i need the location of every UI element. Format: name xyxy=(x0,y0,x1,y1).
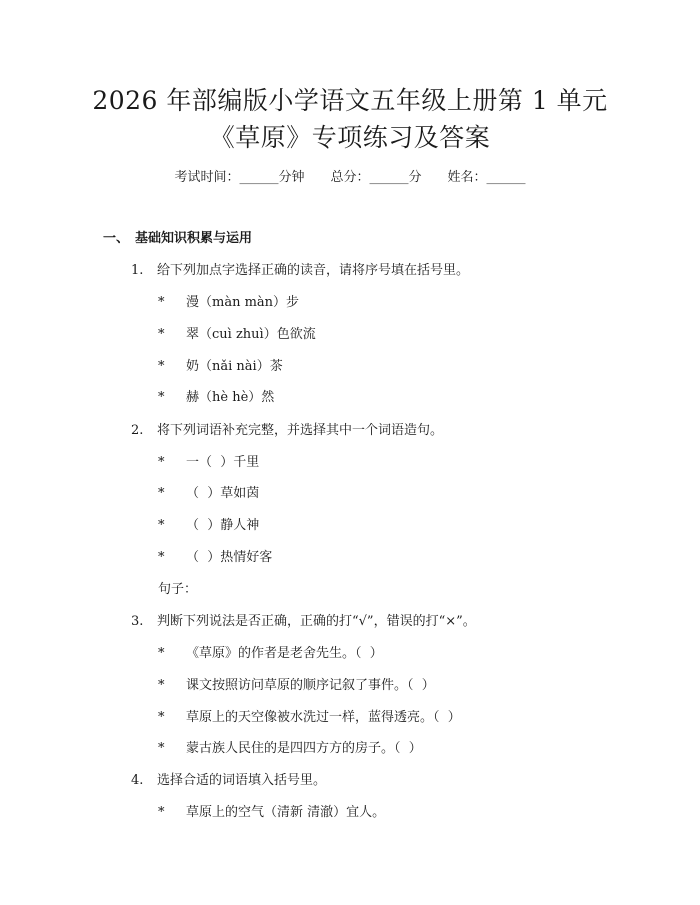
question-3 xyxy=(131,612,476,632)
question-text: 判断下列说法是否正确，正确的打“√”，错误的打“×”。 xyxy=(157,614,476,629)
bullet-marker: * xyxy=(158,518,165,533)
question-number: 1. xyxy=(131,263,144,278)
item-text: 一（ ）千里 xyxy=(186,455,260,470)
item-text: 课文按照访问草原的顺序记叙了事件。（ ） xyxy=(186,678,435,693)
question-1-item-4 xyxy=(158,388,274,408)
sentence-label: 句子： xyxy=(158,582,198,597)
question-4-item-1 xyxy=(158,803,385,823)
item-text: 奶（nǎi nài）茶 xyxy=(186,359,283,374)
question-1-item-3 xyxy=(158,357,283,377)
question-4 xyxy=(131,771,326,791)
question-3-item-2 xyxy=(158,676,435,696)
question-2-item-2 xyxy=(158,484,259,504)
total-score-field: 总分：______分 xyxy=(330,170,422,185)
bullet-marker: * xyxy=(158,486,165,501)
section-number: 一、 xyxy=(103,231,130,246)
bullet-marker: * xyxy=(158,550,165,565)
section-title: 基础知识积累与运用 xyxy=(135,231,253,246)
bullet-marker: * xyxy=(158,710,165,725)
question-1-item-1 xyxy=(158,293,299,313)
question-3-item-4 xyxy=(158,739,422,759)
item-text: （ ）热情好客 xyxy=(186,550,273,565)
question-2-item-1 xyxy=(158,453,259,473)
section-heading xyxy=(103,229,252,249)
bullet-marker: * xyxy=(158,455,165,470)
bullet-marker: * xyxy=(158,327,165,342)
question-3-item-1 xyxy=(158,644,383,664)
question-1 xyxy=(131,261,469,281)
item-text: 《草原》的作者是老舍先生。（ ） xyxy=(186,646,383,661)
bullet-marker: * xyxy=(158,359,165,374)
document-title-line-1: 2026 年部编版小学语文五年级上册第 1 单元 xyxy=(92,86,608,115)
bullet-marker: * xyxy=(158,646,165,661)
student-name-field: 姓名：______ xyxy=(447,170,526,185)
exam-info xyxy=(0,168,700,188)
question-number: 3. xyxy=(131,614,144,629)
bullet-marker: * xyxy=(158,295,165,310)
item-text: 蒙古族人民住的是四四方方的房子。（ ） xyxy=(186,741,422,756)
question-2 xyxy=(131,421,443,441)
question-3-item-3 xyxy=(158,708,461,728)
item-text: （ ）草如茵 xyxy=(186,486,260,501)
item-text: 漫（màn màn）步 xyxy=(186,295,300,310)
bullet-marker: * xyxy=(158,805,165,820)
question-text: 选择合适的词语填入括号里。 xyxy=(157,773,327,788)
item-text: 翠（cuì zhuì）色欲流 xyxy=(186,327,316,342)
document-title-line-2: 《草原》专项练习及答案 xyxy=(209,123,491,152)
bullet-marker: * xyxy=(158,678,165,693)
item-text: 草原上的空气（清新 清澈）宜人。 xyxy=(186,805,386,820)
bullet-marker: * xyxy=(158,390,165,405)
question-1-item-2 xyxy=(158,325,316,345)
question-number: 2. xyxy=(131,423,144,438)
item-text: 草原上的天空像被水洗过一样，蓝得透亮。（ ） xyxy=(186,710,461,725)
item-text: 赫（hè hè）然 xyxy=(186,390,275,405)
bullet-marker: * xyxy=(158,741,165,756)
question-number: 4. xyxy=(131,773,144,788)
question-text: 将下列词语补充完整，并选择其中一个词语造句。 xyxy=(157,423,444,438)
question-2-item-4 xyxy=(158,548,272,568)
item-text: （ ）静人神 xyxy=(186,518,260,533)
question-text: 给下列加点字选择正确的读音，请将序号填在括号里。 xyxy=(157,263,470,278)
exam-time-field: 考试时间：______分钟 xyxy=(174,170,305,185)
question-2-item-3 xyxy=(158,516,259,536)
